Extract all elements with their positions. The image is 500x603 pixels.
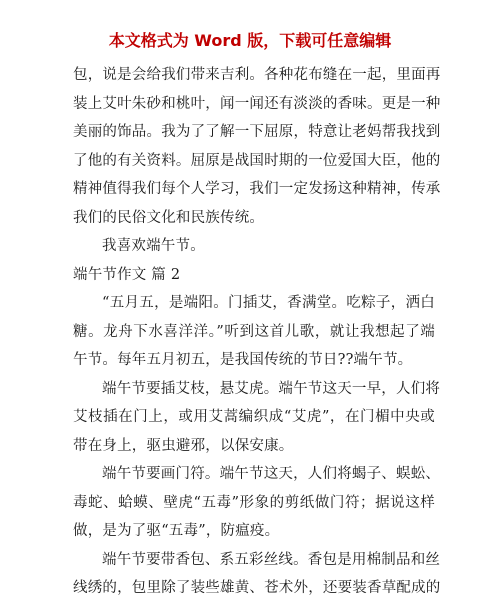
text-line: 端午节要带香包、系五彩丝线。香包是用棉制品和丝 bbox=[102, 551, 441, 568]
text-line: 我喜欢端午节。 bbox=[102, 238, 205, 254]
text-line: 做，是为了驱“五毒”，防瘟疫。 bbox=[73, 523, 280, 539]
text-line: 午节。每年五月初五，是我国传统的节日??端午节。 bbox=[73, 352, 413, 368]
document-body bbox=[73, 61, 441, 603]
text-line: 了他的有关资料。屈原是战国时期的一位爱国大臣，他的 bbox=[73, 152, 441, 169]
text-line: 美丽的饰品。我为了了解一下屈原，特意让老妈帮我找到 bbox=[73, 124, 441, 140]
text-line: 艾枝插在门上，或用艾蒿编织成“艾虎”，在门楣中央或 bbox=[73, 409, 435, 425]
text-line: “五月五，是端阳。门插艾，香满堂。吃粽子，洒白 bbox=[102, 295, 435, 311]
text-line: 端午节作文 篇 2 bbox=[73, 266, 181, 283]
text-line: 精神值得我们每个人学习，我们一定发扬这种精神，传承 bbox=[73, 181, 441, 197]
text-line: 包，说是会给我们带来吉利。各种花布缝在一起，里面再 bbox=[73, 67, 441, 83]
text-line: 毒蛇、蛤蟆、壁虎“五毒”形象的剪纸做门符；据说这样 bbox=[73, 494, 435, 511]
text-line: 我们的民俗文化和民族传统。 bbox=[73, 209, 265, 226]
text-line: 端午节要插艾枝，悬艾虎。端午节这天一早，人们将 bbox=[102, 380, 441, 397]
text-line: 带在身上，驱虫避邪，以保安康。 bbox=[73, 437, 294, 454]
text-line: 端午节要画门符。端午节这天，人们将蝎子、蜈蚣、 bbox=[102, 466, 441, 482]
text-line: 装上艾叶朱砂和桃叶，闻一闻还有淡淡的香味。更是一种 bbox=[73, 95, 441, 112]
download-banner: 本文格式为 Word 版，下载可任意编辑 bbox=[108, 31, 392, 50]
text-line: 糖。龙舟下水喜洋洋。”听到这首儿歌，就让我想起了端 bbox=[73, 323, 435, 340]
text-line: 线绣的，包里除了装些雄黄、苍术外，还要装香草配成的 bbox=[73, 580, 441, 596]
